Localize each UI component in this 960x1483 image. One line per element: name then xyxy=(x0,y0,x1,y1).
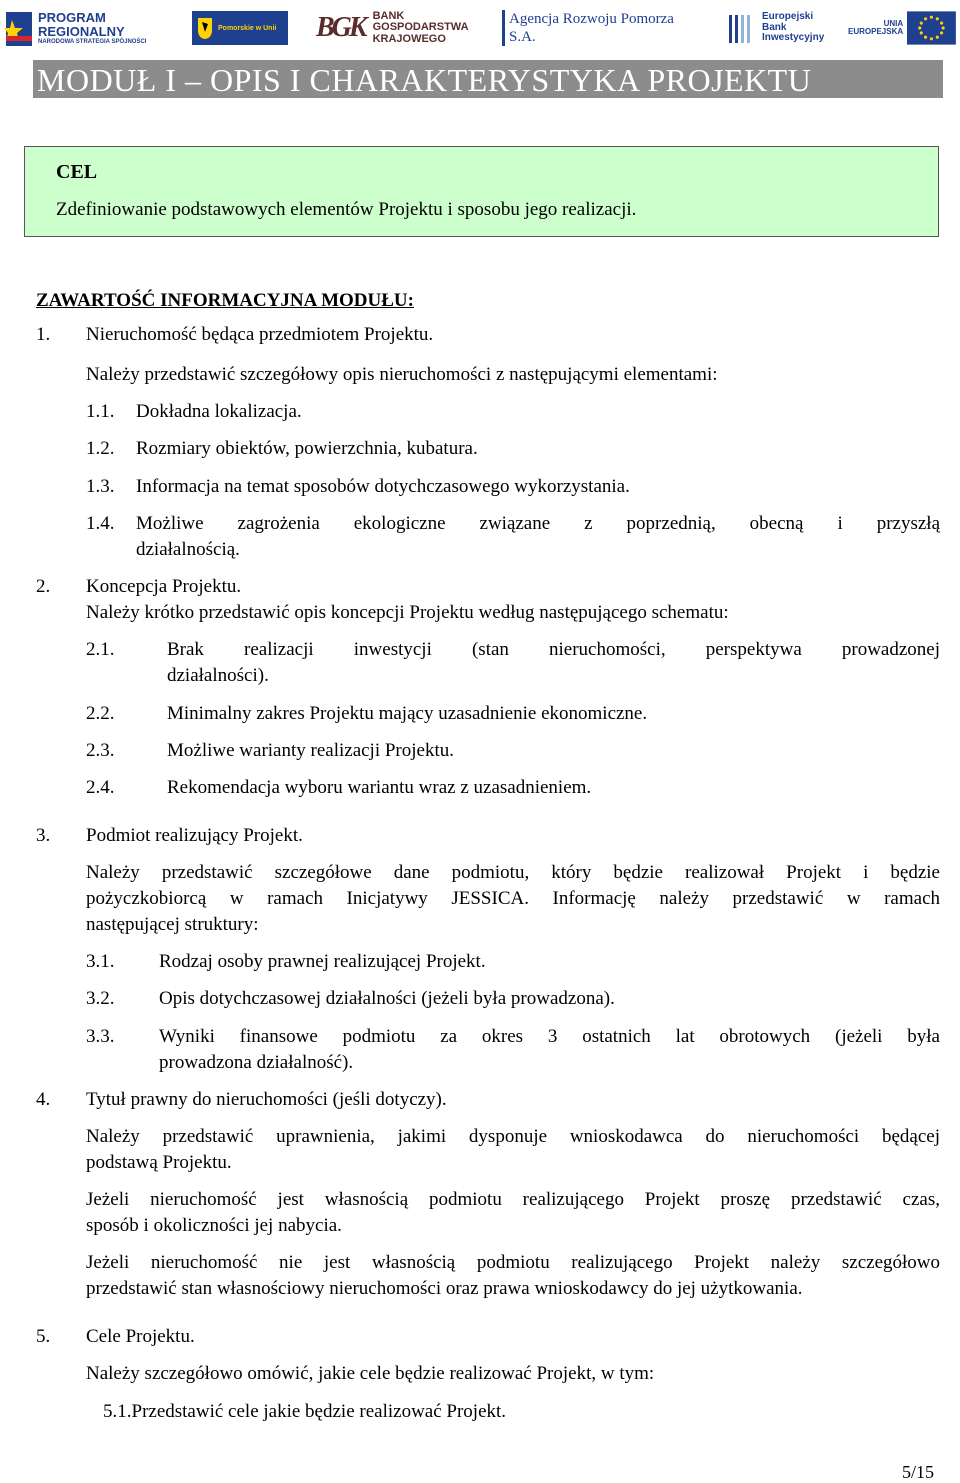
bgk-monogram: BGK xyxy=(316,12,365,43)
logo-text: Bank xyxy=(762,21,787,33)
item-1-label: Nieruchomość będąca przedmiotem Projektu. xyxy=(86,324,434,345)
bgk-logo xyxy=(316,4,476,52)
item-2-3-number: 2.3. xyxy=(86,740,115,761)
item-1-number: 1. xyxy=(36,324,51,345)
ebi-bars-icon xyxy=(728,11,758,45)
logo-text: KRAJOWEGO xyxy=(372,32,446,45)
item-3-intro-line2: pożyczkobiorcą w ramach Inicjatywy JESSICA. Informację należy przedstawić w ramach xyxy=(86,888,940,909)
module-title: MODUŁ I – OPIS I CHARAKTERYSTYKA PROJEKTU xyxy=(37,62,812,98)
item-2-1-line2: działalności). xyxy=(167,665,269,686)
item-4-para1-line1: Należy przedstawić uprawnienia, jakimi dysponuje wnioskodawca do nieruchomości będącej xyxy=(86,1126,940,1147)
item-4-para3-line1: Jeżeli nieruchomość nie jest własnością podmiotu realizującego Projekt należy szczegółowo xyxy=(86,1252,940,1273)
program-regionalny-logo xyxy=(4,4,169,52)
item-1-1-label: Dokładna lokalizacja. xyxy=(136,401,302,422)
item-2-number: 2. xyxy=(36,576,51,597)
logo-text: BANK xyxy=(372,9,405,22)
star-flag-icon xyxy=(4,6,34,50)
item-3-2-label: Opis dotychczasowej działalności (jeżeli była prowadzona). xyxy=(159,988,615,1009)
item-4-label: Tytuł prawny do nieruchomości (jeśli dotyczy). xyxy=(86,1089,447,1110)
item-2-4-number: 2.4. xyxy=(86,777,115,798)
logo-text: REGIONALNY xyxy=(38,24,125,39)
section-heading: ZAWARTOŚĆ INFORMACYJNA MODUŁU: xyxy=(36,290,414,311)
item-3-1-label: Rodzaj osoby prawnej realizującej Projekt. xyxy=(159,951,486,972)
item-3-label: Podmiot realizujący Projekt. xyxy=(86,825,303,846)
item-5-number: 5. xyxy=(36,1326,51,1347)
item-5-label: Cele Projektu. xyxy=(86,1326,195,1347)
item-1-2-number: 1.2. xyxy=(86,438,115,459)
goal-text: Zdefiniowanie podstawowych elementów Projektu i sposobu jego realizacji. xyxy=(56,199,637,220)
logo-text: Agencja Rozwoju Pomorza S.A. xyxy=(509,11,674,45)
logo-strip xyxy=(0,0,960,56)
item-3-number: 3. xyxy=(36,825,51,846)
item-4-para2-line2: sposób i okoliczności jej nabycia. xyxy=(86,1215,342,1236)
item-4-para3-line2: przedstawić stan własnościowy nieruchomości oraz prawa wnioskodawcy do jej użytkowania. xyxy=(86,1278,803,1299)
item-3-3-line2: prowadzona działalność). xyxy=(159,1052,354,1073)
item-3-3-line1: Wyniki finansowe podmiotu za okres 3 ostatnich lat obrotowych (jeżeli była xyxy=(159,1026,940,1047)
item-4-para2-line1: Jeżeli nieruchomość jest własnością podmiotu realizującego Projekt proszę przedstawić czas, xyxy=(86,1189,940,1210)
item-3-2-number: 3.2. xyxy=(86,988,115,1009)
item-1-4-number: 1.4. xyxy=(86,513,115,534)
logo-text: Inwestycyjny xyxy=(762,32,825,44)
item-4-number: 4. xyxy=(36,1089,51,1110)
logo-text: PROGRAM xyxy=(38,10,106,26)
item-1-1-number: 1.1. xyxy=(86,401,115,422)
item-1-3-label: Informacja na temat sposobów dotychczasowego wykorzystania. xyxy=(136,476,630,497)
eu-logo xyxy=(848,4,956,52)
logo-text: EUROPEJSKA xyxy=(848,27,904,36)
item-1-3-number: 1.3. xyxy=(86,476,115,497)
item-3-1-number: 3.1. xyxy=(86,951,115,972)
pomorskie-logo xyxy=(192,4,290,52)
item-3-intro-line1: Należy przedstawić szczegółowe dane podmiotu, który będzie realizował Projekt i będzie xyxy=(86,862,940,883)
goal-box xyxy=(24,146,939,237)
item-2-3-label: Możliwe warianty realizacji Projektu. xyxy=(167,740,455,761)
goal-heading: CEL xyxy=(56,161,98,183)
item-2-4-label: Rekomendacja wyboru wariantu wraz z uzasadnieniem. xyxy=(167,777,592,798)
item-1-intro: Należy przedstawić szczegółowy opis nieruchomości z następującymi elementami: xyxy=(86,364,718,385)
ebi-logo xyxy=(728,4,828,52)
item-2-1-number: 2.1. xyxy=(86,639,115,660)
module-title-bar xyxy=(33,60,943,98)
item-5-1-label: 5.1.Przedstawić cele jakie będzie realizować Projekt. xyxy=(103,1401,507,1422)
logo-text: UNIA xyxy=(883,18,904,28)
item-3-3-number: 3.3. xyxy=(86,1026,115,1047)
page-number: 5/15 xyxy=(902,1462,935,1482)
item-2-intro: Należy krótko przedstawić opis koncepcji Projektu według następującego schematu: xyxy=(86,602,729,623)
item-1-4-line2: działalnością. xyxy=(136,539,240,560)
item-2-1-line1: Brak realizacji inwestycji (stan nieruchomości, perspektywa prowadzonej xyxy=(167,639,940,660)
griffin-crest-icon xyxy=(196,16,214,40)
logo-text: Pomorskie w Unii xyxy=(218,24,277,32)
eu-flag-icon xyxy=(907,11,956,45)
item-2-label: Koncepcja Projektu. xyxy=(86,576,242,597)
item-4-para1-line2: podstawą Projektu. xyxy=(86,1152,232,1173)
item-2-2-number: 2.2. xyxy=(86,703,115,724)
logo-text: NARODOWA STRATEGIA SPÓJNOŚCI xyxy=(38,38,147,45)
logo-text: Europejski xyxy=(762,11,814,23)
arp-logo xyxy=(502,4,698,52)
item-2-2-label: Minimalny zakres Projektu mający uzasadnienie ekonomiczne. xyxy=(167,703,648,724)
logo-text: GOSPODARSTWA xyxy=(372,21,469,34)
item-3-intro-line3: następującej struktury: xyxy=(86,914,259,935)
item-5-intro: Należy szczegółowo omówić, jakie cele będzie realizować Projekt, w tym: xyxy=(86,1363,655,1384)
item-1-4-line1: Możliwe zagrożenia ekologiczne związane z poprzednią, obecną i przyszłą xyxy=(136,513,940,534)
item-1-2-label: Rozmiary obiektów, powierzchnia, kubatura. xyxy=(136,438,478,459)
